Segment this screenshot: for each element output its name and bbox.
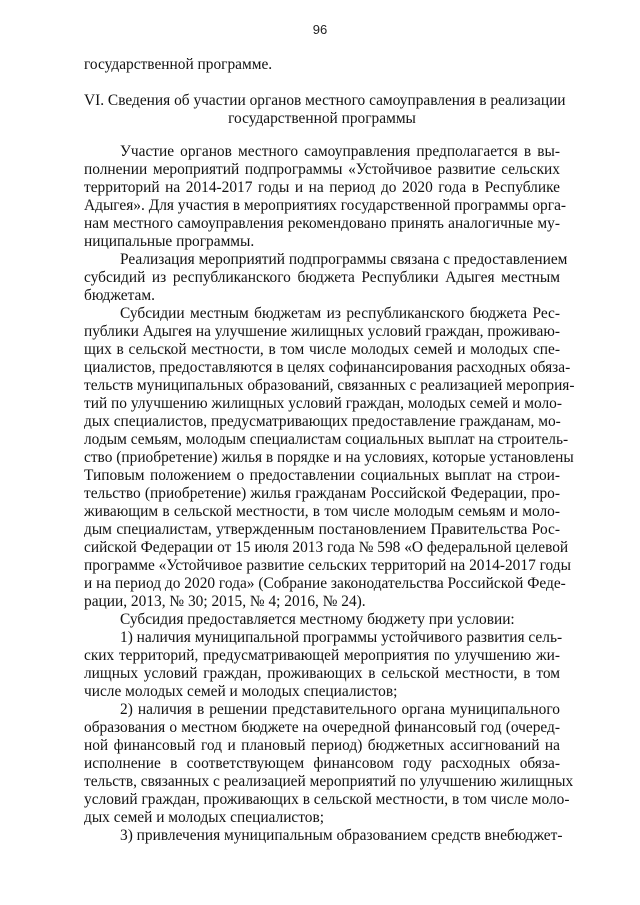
text-line: полнении мероприятий подпрограммы «Устойчивое развитие сельских	[84, 161, 560, 178]
text-line: и на период до 2020 года» (Собрание законодательства Российской Феде-	[84, 575, 566, 592]
text-line: ниципальные программы.	[84, 233, 255, 250]
text-line: ских территорий, предусматривающей мероприятия по улучшению жи-	[84, 647, 560, 664]
text-line: дых специалистов, предусматривающих предоставление гражданам, мо-	[84, 413, 561, 430]
text-line: 2) наличия в решении представительного органа муниципального	[120, 701, 560, 718]
text-line: лодым семьям, молодым специалистам социальных выплат на строитель-	[84, 431, 569, 448]
text-line: Типовым положением о предоставлении социальных выплат на строи-	[84, 467, 560, 484]
page-number: 96	[312, 22, 328, 37]
text-line: тий по улучшению жилищных условий граждан, молодых семей и моло-	[84, 395, 562, 412]
text-line: Реализация мероприятий подпрограммы связана с предоставлением	[120, 251, 568, 268]
text-line: рации, 2013, № 30; 2015, № 4; 2016, № 24).	[84, 593, 366, 610]
text-line: бюджетам.	[84, 287, 155, 304]
text-line: дых семей и молодых специалистов;	[84, 809, 325, 826]
text-line: щих в сельской местности, в том числе молодых семей и молодых спе-	[84, 341, 560, 358]
section-heading: VI. Сведения об участии органов местного самоуправления в реализации	[84, 92, 566, 109]
text-line: Участие органов местного самоуправления предполагается в вы-	[120, 143, 560, 160]
text-line: живающим в сельской местности, в том числе молодым семьям и моло-	[84, 503, 560, 520]
text-line: сийской Федерации от 15 июля 2013 года № 598 «О федеральной целевой	[84, 539, 569, 556]
text-line: Адыгея». Для участия в мероприятиях государственной программы орга-	[84, 197, 567, 214]
text-line: субсидий из республиканского бюджета Республики Адыгея местным	[84, 269, 560, 286]
text-line: исполнение в соответствующем финансовом году расходных обяза-	[84, 755, 560, 772]
text-line: ной финансовый год и плановый период) бюджетных ассигнований на	[84, 737, 560, 754]
text-line: нам местного самоуправления рекомендовано принять аналогичные му-	[84, 215, 560, 232]
text-line: дым специалистам, утвержденным постановлением Правительства Рос-	[84, 521, 560, 538]
text-line: лищных условий граждан, проживающих в сельской местности, в том	[84, 665, 560, 682]
text-line: 3) привлечения муниципальным образованием средств внебюджет-	[120, 827, 563, 844]
text-line: государственной программе.	[84, 56, 273, 73]
text-line: территорий на 2014-2017 годы и на период до 2020 года в Республике	[84, 179, 560, 196]
text-line: тельств, связанных с реализацией мероприятий по улучшению жилищных	[84, 773, 574, 790]
text-line: тельств муниципальных образований, связанных с реализацией мероприя-	[84, 377, 575, 394]
text-line: программе «Устойчивое развитие сельских территорий на 2014-2017 годы	[84, 557, 571, 574]
text-line: Субсидия предоставляется местному бюджету при условии:	[120, 611, 515, 628]
text-line: Субсидии местным бюджетам из республиканского бюджета Рес-	[120, 305, 560, 322]
section-heading: государственной программы	[228, 110, 416, 127]
text-line: ство (приобретение) жилья в порядке и на условиях, которые установлены	[84, 449, 574, 466]
text-line: тельство (приобретение) жилья гражданам Российской Федерации, про-	[84, 485, 560, 502]
text-line: 1) наличия муниципальной программы устойчивого развития сель-	[120, 629, 563, 646]
text-line: образования о местном бюджете на очередной финансовый год (очеред-	[84, 719, 560, 736]
text-line: циалистов, предоставляются в целях софинансирования расходных обяза-	[84, 359, 571, 376]
text-line: условий граждан, проживающих в сельской местности, в том числе моло-	[84, 791, 570, 808]
text-line: публики Адыгея на улучшение жилищных условий граждан, проживаю-	[84, 323, 560, 340]
text-line: числе молодых семей и молодых специалистов;	[84, 683, 398, 700]
